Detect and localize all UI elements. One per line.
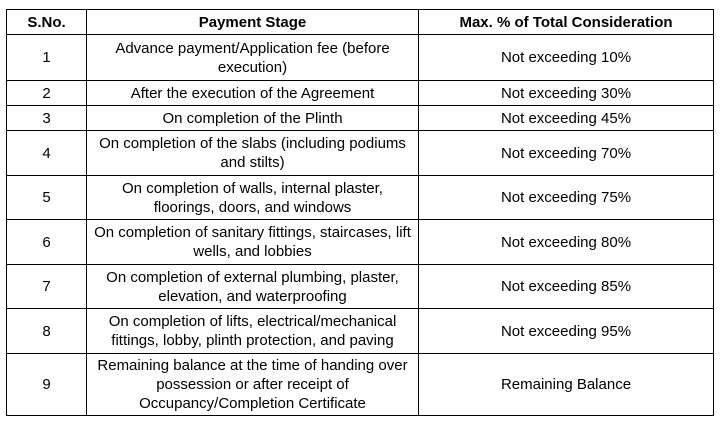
cell-sno: 6 xyxy=(7,220,87,265)
table-row xyxy=(7,220,714,265)
table-row xyxy=(7,81,714,106)
cell-stage: After the execution of the Agreement xyxy=(87,81,419,106)
header-max-percent: Max. % of Total Consideration xyxy=(419,10,714,35)
cell-stage: On completion of external plumbing, plaster, elevation, and waterproofing xyxy=(87,265,419,309)
cell-max: Not exceeding 30% xyxy=(419,81,714,106)
cell-max: Remaining Balance xyxy=(419,354,714,416)
header-payment-stage: Payment Stage xyxy=(87,10,419,35)
cell-stage: On completion of lifts, electrical/mechanical fittings, lobby, plinth protection, and paving xyxy=(87,309,419,354)
cell-max: Not exceeding 75% xyxy=(419,176,714,220)
cell-max: Not exceeding 10% xyxy=(419,35,714,81)
table-row xyxy=(7,309,714,354)
table-row xyxy=(7,131,714,176)
table-row xyxy=(7,35,714,81)
cell-sno: 9 xyxy=(7,354,87,416)
cell-stage: On completion of the slabs (including podiums and stilts) xyxy=(87,131,419,176)
cell-max: Not exceeding 95% xyxy=(419,309,714,354)
cell-max: Not exceeding 45% xyxy=(419,106,714,131)
cell-max: Not exceeding 80% xyxy=(419,220,714,265)
cell-stage: Advance payment/Application fee (before execution) xyxy=(87,35,419,81)
header-sno: S.No. xyxy=(7,10,87,35)
table-row xyxy=(7,265,714,309)
cell-stage: On completion of walls, internal plaster, floorings, doors, and windows xyxy=(87,176,419,220)
cell-max: Not exceeding 70% xyxy=(419,131,714,176)
table-body xyxy=(7,35,714,416)
table-header xyxy=(7,10,714,35)
cell-sno: 4 xyxy=(7,131,87,176)
cell-stage: On completion of the Plinth xyxy=(87,106,419,131)
table-row xyxy=(7,176,714,220)
cell-sno: 1 xyxy=(7,35,87,81)
cell-max: Not exceeding 85% xyxy=(419,265,714,309)
payment-schedule-table xyxy=(6,9,714,416)
cell-sno: 3 xyxy=(7,106,87,131)
cell-sno: 7 xyxy=(7,265,87,309)
cell-stage: Remaining balance at the time of handing over possession or after receipt of Occupancy/Completion Certificate xyxy=(87,354,419,416)
cell-sno: 8 xyxy=(7,309,87,354)
cell-sno: 2 xyxy=(7,81,87,106)
table-row xyxy=(7,354,714,416)
cell-sno: 5 xyxy=(7,176,87,220)
table-row xyxy=(7,106,714,131)
cell-stage: On completion of sanitary fittings, staircases, lift wells, and lobbies xyxy=(87,220,419,265)
header-row xyxy=(7,10,714,35)
